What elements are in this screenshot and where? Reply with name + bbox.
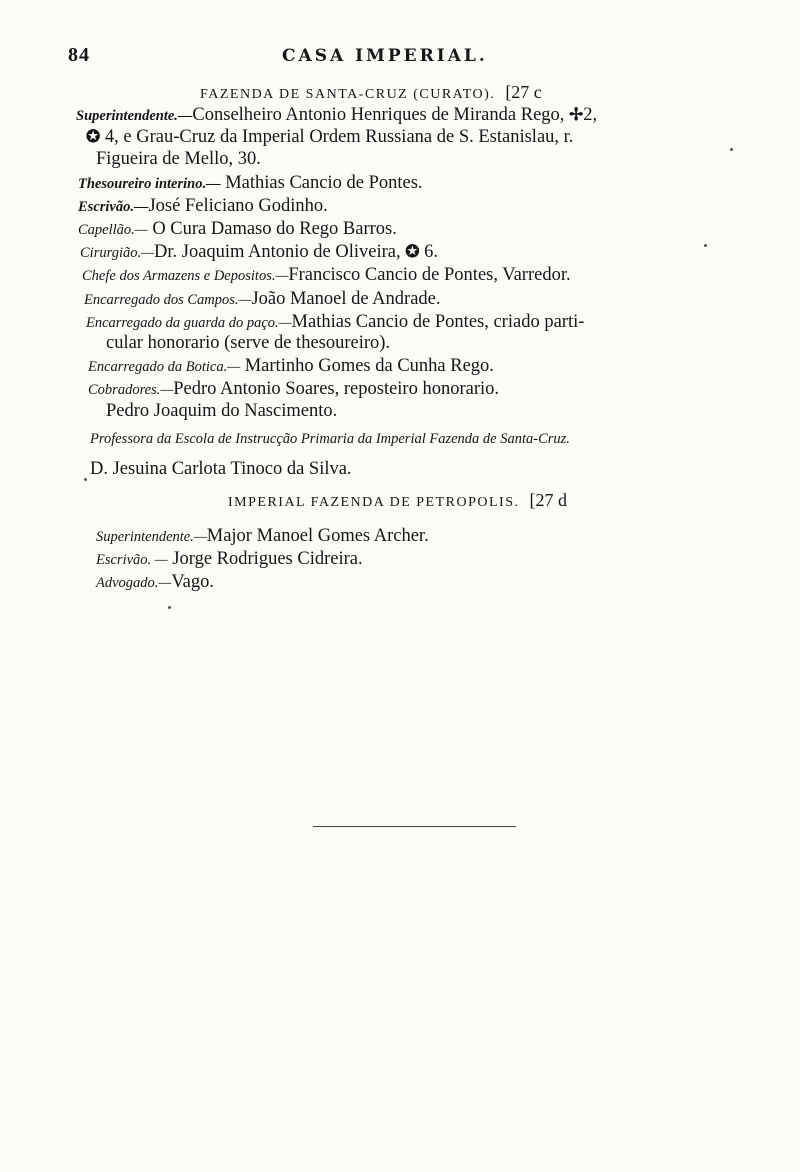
rose-order-icon: ✪ bbox=[86, 127, 101, 146]
entry-continuation bbox=[106, 400, 337, 422]
role-label: Superintendente.— bbox=[76, 108, 193, 124]
entry-professora-name bbox=[90, 458, 352, 480]
entry-superintendente bbox=[76, 104, 597, 127]
entry-text: Dr. Joaquim Antonio de Oliveira, bbox=[154, 242, 401, 262]
cross-order-icon: ✢ bbox=[569, 105, 584, 124]
entry-text: Conselheiro Antonio Henriques de Miranda Rego, bbox=[192, 105, 565, 125]
entry-professora bbox=[90, 427, 570, 450]
entry-encarregado-campos bbox=[84, 288, 441, 311]
entry-text: Francisco Cancio de Pontes, Varredor. bbox=[288, 265, 571, 285]
entry-continuation bbox=[86, 126, 573, 148]
entry-superintendente-petropolis bbox=[96, 525, 429, 548]
rose-order-icon: ✪ bbox=[405, 242, 420, 261]
entry-text: Major Manoel Gomes Archer. bbox=[206, 526, 429, 546]
section-reference: [27 d bbox=[529, 490, 568, 510]
page-number: 84 bbox=[68, 44, 90, 66]
closing-rule bbox=[313, 826, 516, 827]
entry-text: Figueira de Mello, 30. bbox=[96, 149, 261, 169]
entry-text: D. Jesuina Carlota Tinoco da Silva. bbox=[90, 459, 352, 479]
role-label: Capellão.— bbox=[78, 222, 148, 238]
entry-continuation bbox=[96, 148, 261, 170]
role-label: Encarregado da Botica.— bbox=[88, 359, 241, 375]
role-label: Professora da Escola de Instrucção Primaria da Imperial Fazenda de Santa-Cruz. bbox=[90, 431, 570, 447]
entry-thesoureiro bbox=[78, 172, 423, 195]
section-heading-santa-cruz bbox=[200, 82, 542, 103]
entry-cobradores bbox=[88, 378, 499, 401]
entry-text: Pedro Antonio Soares, reposteiro honorario. bbox=[173, 379, 500, 399]
running-title: CASA IMPERIAL. bbox=[282, 46, 488, 66]
role-label: Encarregado da guarda do paço.— bbox=[86, 315, 292, 331]
entry-escrivao bbox=[78, 195, 328, 218]
entry-text: 4, e Grau-Cruz da Imperial Ordem Russiana de S. Estanislau, r. bbox=[104, 127, 574, 147]
role-label: Thesoureiro interino.— bbox=[78, 176, 221, 192]
entry-chefe-armazens bbox=[82, 264, 571, 287]
entry-text: Mathias Cancio de Pontes. bbox=[225, 173, 423, 193]
entry-text: Martinho Gomes da Cunha Rego. bbox=[244, 356, 494, 376]
role-label: Advogado.— bbox=[96, 575, 172, 591]
entry-continuation bbox=[106, 332, 390, 354]
section-title: IMPERIAL FAZENDA DE PETROPOLIS. bbox=[228, 495, 520, 510]
section-title: FAZENDA DE SANTA-CRUZ (CURATO). bbox=[200, 87, 496, 102]
section-heading-petropolis bbox=[228, 490, 567, 511]
entry-advogado-petropolis bbox=[96, 571, 214, 594]
entry-text: 2, bbox=[583, 105, 598, 125]
entry-text: Jorge Rodrigues Cidreira. bbox=[172, 549, 363, 569]
entry-text: O Cura Damaso do Rego Barros. bbox=[152, 219, 397, 239]
role-label: Cirurgião.— bbox=[80, 245, 154, 261]
entry-text: Mathias Cancio de Pontes, criado parti- bbox=[291, 312, 585, 332]
entry-text: Vago. bbox=[171, 572, 214, 592]
role-label: Superintendente.— bbox=[96, 529, 207, 545]
entry-cirurgiao bbox=[80, 241, 438, 264]
entry-text: cular honorario (serve de thesoureiro). bbox=[106, 333, 391, 353]
role-label: Escrivão. — bbox=[96, 552, 168, 568]
entry-text: 6. bbox=[424, 242, 439, 262]
entry-encarregado-botica bbox=[88, 355, 494, 378]
print-speck bbox=[168, 606, 171, 609]
entry-encarregado-paco bbox=[86, 311, 584, 334]
entry-capellao bbox=[78, 218, 397, 241]
print-speck bbox=[84, 478, 87, 481]
role-label: Chefe dos Armazens e Depositos.— bbox=[82, 268, 289, 284]
role-label: Escrivão.— bbox=[78, 199, 149, 215]
print-speck bbox=[704, 244, 707, 247]
print-speck bbox=[730, 148, 733, 151]
role-label: Cobradores.— bbox=[88, 382, 174, 398]
section-reference: [27 c bbox=[505, 82, 542, 102]
role-label: Encarregado dos Campos.— bbox=[84, 292, 252, 308]
entry-text: José Feliciano Godinho. bbox=[148, 196, 328, 216]
entry-text: Pedro Joaquim do Nascimento. bbox=[106, 401, 338, 421]
entry-text: João Manoel de Andrade. bbox=[251, 289, 441, 309]
entry-escrivao-petropolis bbox=[96, 548, 363, 571]
